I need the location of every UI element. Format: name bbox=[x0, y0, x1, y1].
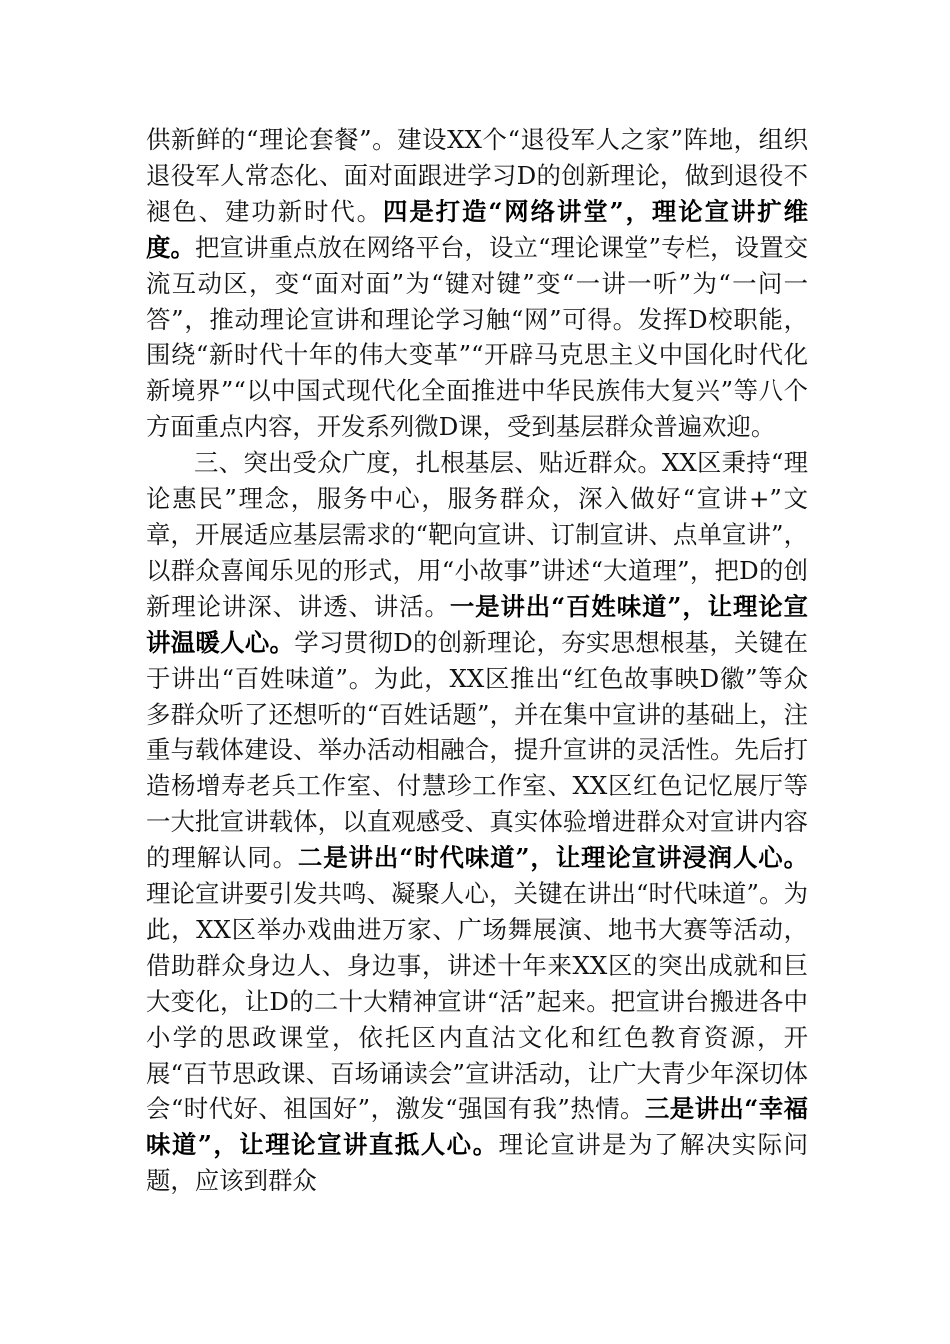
section-heading: 三、突出受众广度，扎根基层、贴近群众。 bbox=[194, 448, 663, 478]
paragraph-continued bbox=[146, 122, 808, 445]
bold-subheading: 四是打造“网络讲堂”，理论宣讲扩维度。 bbox=[146, 196, 808, 262]
paragraph-text: 把宣讲重点放在网络平台，设立“理论课堂”专栏，设置交流互动区，变“面对面”为“键对键”变“一讲一听”为“一问一答”，推动理论宣讲和理论学习触“网”可得。发挥D校职能，围绕“新时代十年的伟大变革”“开辟马克思主义中国化时代化新境界”“以中国式现代化全面推进中华民族伟大复兴”等八个方面重点内容，开发系列微D课，受到基层群众普遍欢迎。 bbox=[146, 232, 808, 442]
document-body bbox=[146, 122, 808, 1199]
paragraph-text: 学习贯彻D的创新理论，夯实思想根基，关键在于讲出“百姓味道”。为此，XX区推出“红色故事映D徽”等众多群众听了还想听的“百姓话题”，并在集中宣讲的基础上，注重与载体建设、举办活动相融合，提升宣讲的灵活性。先后打造杨增寿老兵工作室、付慧珍工作室、XX区红色记忆展厅等一大批宣讲载体，以直观感受、真实体验增进群众对宣讲内容的理解认同。 bbox=[146, 627, 808, 873]
paragraph-text: 理论宣讲要引发共鸣、凝聚人心，关键在讲出“时代味道”。为此，XX区举办戏曲进万家、广场舞展演、地书大赛等活动，借助群众身边人、身边事，讲述十年来XX区的突出成就和巨大变化，让D的二十大精神宣讲“活”起来。把宣讲台搬进各中小学的思政课堂，依托区内直沽文化和红色教育资源，开展“百节思政课、百场诵读会”宣讲活动，让广大青少年深切体会“时代好、祖国好”，激发“强国有我”热情。 bbox=[146, 879, 808, 1124]
paragraph-section-three bbox=[146, 445, 808, 1199]
paragraph-text: XX区秉持“理论惠民”理念，服务中心，服务群众，深入做好“宣讲+”文章，开展适应基层需求的“靶向宣讲、订制宣讲、点单宣讲”，以群众喜闻乐见的形式，用“小故事”讲述“大道理”，把D的创新理论讲深、讲透、讲活。 bbox=[146, 448, 808, 621]
bold-subheading: 一是讲出“百姓味道”，让理论宣讲温暖人心。 bbox=[146, 591, 808, 657]
bold-subheading: 三是讲出“幸福味道”，让理论宣讲直抵人心。 bbox=[146, 1094, 808, 1160]
paragraph-text: 供新鲜的“理论套餐”。建设XX个“退役军人之家”阵地，组织退役军人常态化、面对面跟进学习D的创新理论，做到退役不褪色、建功新时代。 bbox=[146, 125, 808, 226]
paragraph-text: 理论宣讲是为了解决实际问题，应该到群众 bbox=[146, 1130, 808, 1196]
bold-subheading: 二是讲出“时代味道”，让理论宣讲浸润人心。 bbox=[297, 843, 808, 873]
